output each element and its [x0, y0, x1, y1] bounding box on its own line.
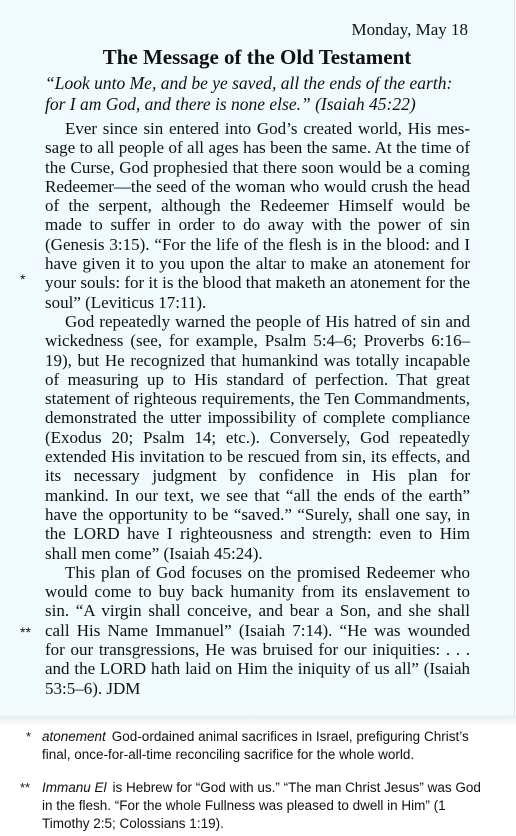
devotional-body: [45, 119, 470, 698]
footnote-marker-1: *: [20, 271, 26, 287]
page-title: The Message of the Old Testament: [102, 45, 412, 69]
footnote-1-term: atonement: [42, 729, 106, 744]
paragraph: This plan of God focuses on the promised Redeemer who would come to buy back humanity from its enslavement to sin. “A virgin shall conceive, and bear a Son, and she shall call His Name Immanuel” (Isaiah 7:14). “He was wounded for our transgressions, He was bruised for our iniquities: . . . and the LORD hath laid on Him the iniquity of us all” (Isaiah 53:5–6). JDM: [45, 562, 470, 698]
footnote-2-term: Immanu El: [42, 780, 107, 795]
footnote-2-text: is Hebrew for “God with us.” “The man Christ Jesus” was God in the flesh. “For the whole Fullness was pleased to dwell in Him” (1 Timothy 2:5; Colossians 1:19).: [42, 780, 481, 831]
key-verse: “Look unto Me, and be ye saved, all the ends of the earth: for I am God, and there is none else.” (Isaiah 45:22): [45, 73, 453, 114]
paragraph: God repeatedly warned the people of His hatred of sin and wickedness (see, for example, Psalm 5:4–6; Proverbs 6:16–19), but He recognized that humankind was totally incapable of measuring up to His standard of perfection. That great statement of righteous requirements, the Ten Commandments, demonstrated the utter impossibility of complete compliance (Exodus 20; Psalm 14; etc.). Conversely, God repeatedly extended His invitation to be rescued from sin, its effects, and its necessary judgment by confidence in His plan for mankind. In our text, we see that “all the ends of the earth” have the opportunity to be “saved.” “Surely, shall one say, in the LORD have I righteousness and strength: even to Him shall men come” (Isaiah 45:24).: [45, 311, 470, 563]
footnote-2: [42, 779, 492, 833]
paragraph: Ever since sin entered into God’s created world, His message to all people of all ages has been the same. At the time of the Curse, God prophesied that there soon would be a coming Redeemer—the seed of the woman who would crush the head of the serpent, although the Redeemer Himself would be made to suffer in order to do away with the power of sin (Genesis 3:15). “For the life of the flesh is in the blood: and I have given it to you upon the altar to make an atonement for your souls: for it is the blood that maketh an atonement for the soul” (Leviticus 17:11).: [45, 119, 470, 312]
footnote-2-marker: **: [20, 780, 31, 795]
page-date: Monday, May 18: [351, 20, 468, 39]
footnote-divider: [0, 716, 516, 726]
footnote-1-marker: *: [26, 729, 32, 744]
footnote-1: [42, 728, 492, 764]
footnote-marker-2: **: [20, 624, 31, 640]
footnote-1-text: God-ordained animal sacrifices in Israel, prefiguring Christ’s final, once-for-all-time reconciling sacrifice for the whole world.: [42, 729, 469, 762]
